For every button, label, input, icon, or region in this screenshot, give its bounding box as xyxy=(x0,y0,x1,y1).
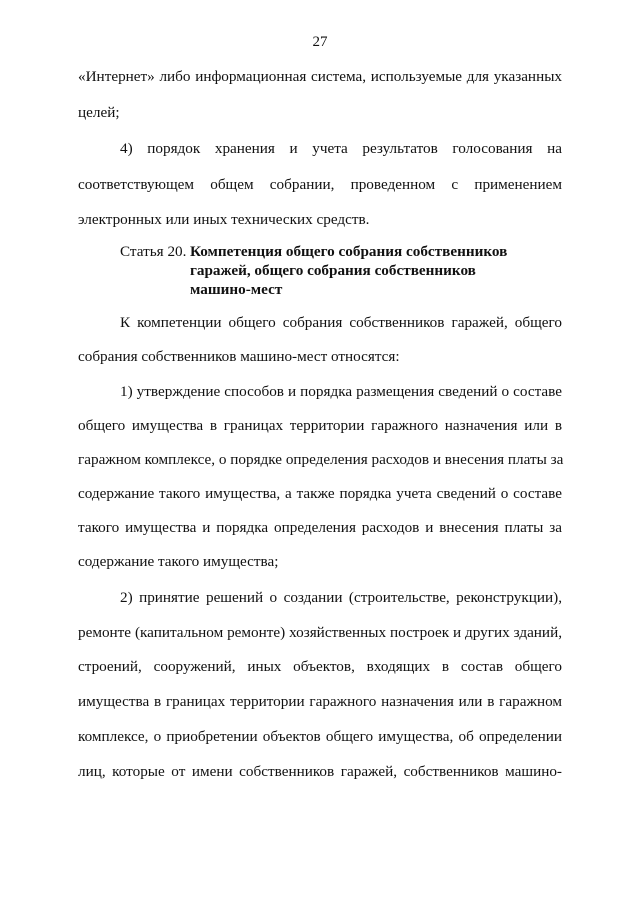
text-line: имущества в границах территории гаражного назначения или в гаражном xyxy=(78,693,562,710)
text-line: такого имущества и порядка определения расходов и внесения платы за xyxy=(78,519,562,536)
text-line: 4) порядок хранения и учета результатов голосования на xyxy=(120,140,562,157)
text-line: ремонте (капитальном ремонте) хозяйственных построек и других зданий, xyxy=(78,624,562,641)
text-line: К компетенции общего собрания собственников гаражей, общего xyxy=(120,314,562,331)
article-title-line: гаражей, общего собрания собственников xyxy=(190,262,476,279)
text-line: 2) принятие решений о создании (строительстве, реконструкции), xyxy=(120,589,562,606)
text-line: содержание такого имущества, а также порядка учета сведений о составе xyxy=(78,485,562,502)
text-line: целей; xyxy=(78,104,120,121)
article-title-line: машино-мест xyxy=(190,281,283,298)
text-line: лиц, которые от имени собственников гаражей, собственников машино- xyxy=(78,763,562,780)
article-title-line: Компетенция общего собрания собственников xyxy=(190,243,508,260)
text-line: гаражном комплексе, о порядке определения расходов и внесения платы за xyxy=(78,451,564,468)
text-line: электронных или иных технических средств. xyxy=(78,211,370,228)
text-line: общего имущества в границах территории гаражного назначения или в xyxy=(78,417,562,434)
article-number: Статья 20. xyxy=(120,243,187,260)
text-line: строений, сооружений, иных объектов, входящих в состав общего xyxy=(78,658,562,675)
text-line: комплексе, о приобретении объектов общего имущества, об определении xyxy=(78,728,562,745)
text-line: собрания собственников машино-мест относятся: xyxy=(78,348,400,365)
text-line: «Интернет» либо информационная система, используемые для указанных xyxy=(78,68,562,85)
text-line: соответствующем общем собрании, проведенном с применением xyxy=(78,176,562,193)
page-number: 27 xyxy=(312,34,328,50)
text-line: содержание такого имущества; xyxy=(78,553,279,570)
text-line: 1) утверждение способов и порядка размещения сведений о составе xyxy=(120,383,562,400)
